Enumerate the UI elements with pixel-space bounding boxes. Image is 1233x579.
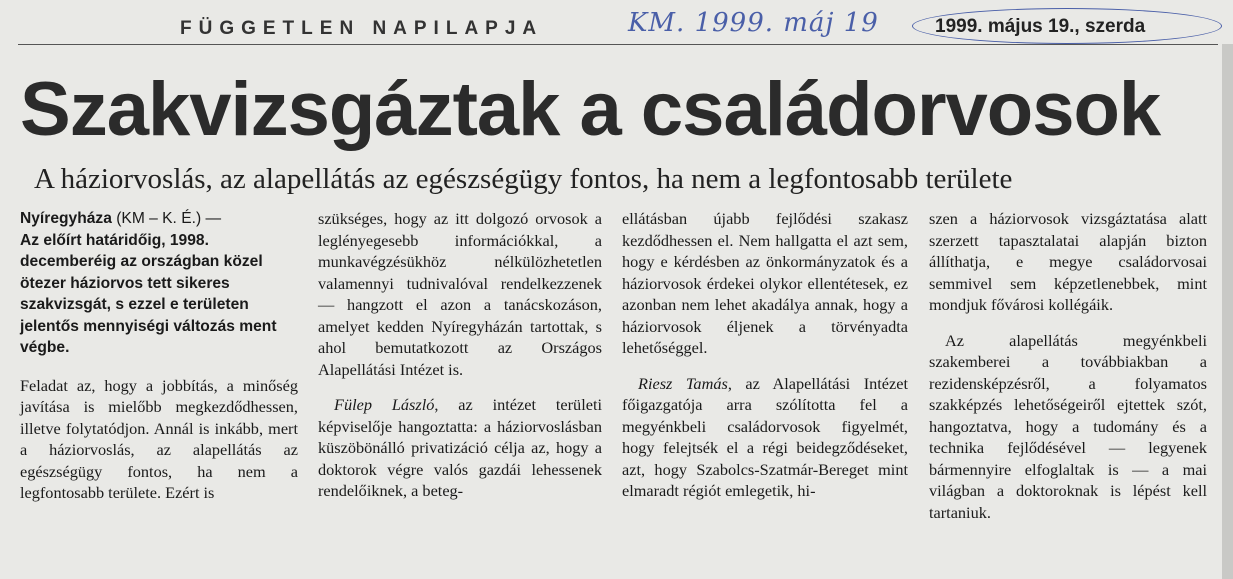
column-4-paragraph-2: Az alapellátás megyénkbeli szakemberei a továbbiakban a rezidensképzésről, a folyamatos szakképzés lehetőségeiről ejtettek szót, hangoztatva, hogy a tudomány és a technika fejlődésével — legyenek bármennyire elfoglaltak is — a mai világban a doktoroknak is lépést kell tartaniuk. — [929, 330, 1207, 522]
column-3-paragraph-2-text: , az Alapellátási Intézet főigazgatója arra szólította fel a megyénkbeli családorvosok figyelmét, hogy felejtsék el a régi beidegződéseket, azt, hogy Szabolcs-Szatmár-Bereget mint elmaradt régiót emlegetik, hi- — [622, 373, 908, 500]
lead-place: Nyíregyháza — [20, 210, 112, 227]
column-1 — [20, 208, 298, 504]
column-3-paragraph-1: ellátásban újabb fejlődési szakasz kezdődhessen el. Nem hallgatta el azt sem, hogy e kérdésben az önkormányzatok és a háziorvosok érdekei olykor ellentétesek, ez azonban nem lehet akadálya annak, hogy a háziorvosok éljenek a törvényadta lehetőséggel. — [622, 209, 908, 357]
top-rule — [18, 44, 1218, 45]
adjacent-page-edge — [1222, 44, 1233, 579]
lead-paragraph — [20, 208, 298, 359]
column-4 — [929, 208, 1207, 523]
column-2-paragraph-2-text: , az intézet területi képviselője hangoztatta: a háziorvoslásban küszöbönálló privatizáció célja az, hogy a doktorok végre valós gazdái lehessenek rendelőiknek, a beteg- — [318, 395, 602, 500]
headline: Szakvizsgáztak a családorvosok — [20, 67, 1161, 152]
masthead: FÜGGETLEN NAPILAPJA — [180, 18, 544, 39]
lead-credit: (KM – K. É.) — — [116, 210, 222, 227]
dateline: 1999. május 19., szerda — [935, 16, 1146, 37]
subheadline: A háziorvoslás, az alapellátás az egészségügy fontos, ha nem a legfontosabb területe — [34, 163, 1013, 195]
column-3-paragraph-2 — [622, 373, 908, 502]
lead-text: Az előírt határidőig, 1998. decemberéig az országban közel ötezer háziorvos tett sikeres szakvizsgát, s ezzel e területen jelentős mennyiségi változás ment végbe. — [20, 231, 277, 356]
column-4-paragraph-1: szen a háziorvosok vizsgáztatása alatt szerzett tapasztalatai alapján bizton állíthatja, e megye családorvosai semmivel sem képzetlenebbek, mint mondjuk fővárosi kollégáik. — [929, 209, 1207, 314]
column-2-paragraph-1: szükséges, hogy az itt dolgozó orvosok a leglényegesebb információkkal, a munkavégzésükhöz nélkülözhetetlen valamennyi tudnivalóval rendelkezzenek — hangzott el azon a tanácskozáson, amelyet kedden Nyíregyházán tartottak, s ahol bemutatkozott az Országos Alapellátási Intézet is. — [318, 209, 602, 379]
column-2 — [318, 208, 602, 502]
column-3 — [622, 208, 908, 502]
person-name: Fülep László — [334, 395, 435, 414]
column-2-paragraph-2 — [318, 394, 602, 502]
column-1-paragraph: Feladat az, hogy a jobbítás, a minőség javítása is mielőbb megkezdődhessen, illetve folytatódjon. Annál is inkább, mert a háziorvoslás, az alapellátás az egészségügy fontos, ha nem a legfontosabb területe. Ezért is — [20, 375, 298, 502]
person-name: Riesz Tamás — [638, 373, 728, 393]
handwritten-note: KM. 1999. máj 19 — [628, 8, 879, 38]
